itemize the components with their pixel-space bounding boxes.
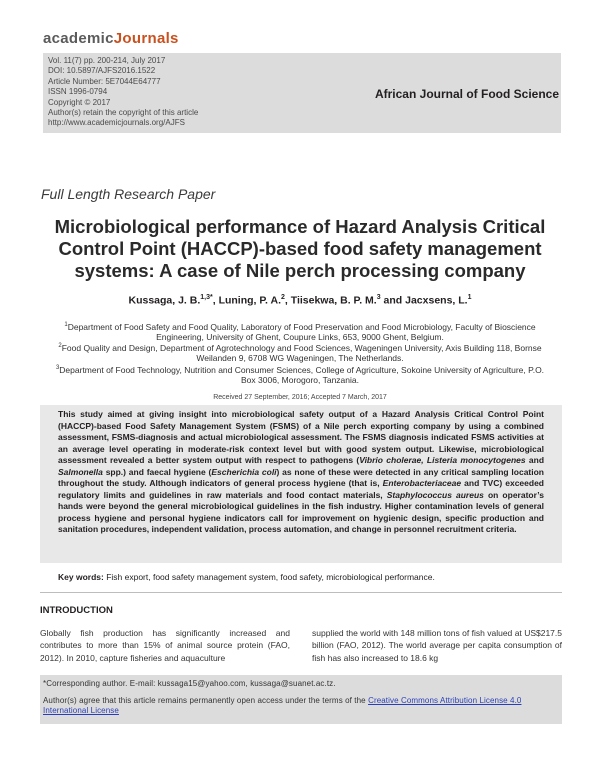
author-jacxsens-sup: 1 bbox=[467, 294, 472, 301]
affiliation-2-text: Food Quality and Design, Department of Agrotechnology and Food Sciences, Wageningen University, Axis Building 118, Bornse Weilanden 9, 6708 WG Wageningen, The Netherlands. bbox=[61, 342, 542, 364]
corresponding-author: *Corresponding author. E-mail: kussaga15@yahoo.com, kussaga@suanet.ac.tz. bbox=[43, 679, 336, 688]
abstract-text: This study aimed at giving insight into microbiological safety output of a Hazard Analysis Critical Control Point (HACCP)-based Food Safety Management System (FSMS) of a Nile perch exporting company by using a combined assessment, FSMS-diagnosis and actual microbiological assessment. The FSMS diagnosis indicated FSMS activities at an average level operating in moderate-risk context level but with good system output. Likewise, microbiological assessment revealed a better system output with respect to pathogens (Vibrio cholerae, Listeria monocytogenes and Salmonella spp.) and faecal hygiene (Escherichia coli) as none of these were detected in any critical sampling location throughout the study. Although indicators of general process hygiene (that is, Enterobacteriaceae and TVC) exceeded regulatory limits and guidelines in raw materials and food contact materials, Staphylococcus aureus on operator’s hands were beyond the general microbiological guidelines in the fish industry. Higher contamination levels of general process hygiene and personal hygiene indicators call for improvement on hygienic design, specific production and sanitation procedures, independent validation, process automation, and change in personnel recruitment criteria. bbox=[58, 409, 545, 534]
affiliation-3-text: Department of Food Technology, Nutrition and Consumer Sciences, College of Agriculture, Sokoine University of Agriculture, P.O. Box 3006, Morogoro, Tanzania. bbox=[59, 364, 545, 386]
affiliation-1 bbox=[55, 320, 545, 343]
doi-line: DOI: 10.5897/AJFS2016.1522 bbox=[48, 66, 156, 76]
volume-line: Vol. 11(7) pp. 200-214, July 2017 bbox=[48, 56, 166, 65]
author-kussaga-sup: 1,3* bbox=[200, 294, 213, 301]
section-divider bbox=[40, 592, 562, 593]
affiliation-3 bbox=[55, 363, 545, 386]
author-tiisekwa-sup: 3 bbox=[376, 294, 381, 301]
author-list bbox=[20, 294, 580, 307]
article-metadata bbox=[48, 56, 198, 129]
license-note bbox=[43, 696, 559, 716]
intro-left-column: Globally fish production has significantly increased and contributes to more than 15% of animal source protein (FAO, 2012). In 2010, capture fisheries and aquaculture bbox=[40, 628, 290, 663]
footnote-box bbox=[40, 675, 562, 724]
issn-line: ISSN 1996-0794 bbox=[48, 87, 108, 97]
affiliation-3-num: 3 bbox=[55, 365, 60, 371]
abstract-box bbox=[40, 405, 562, 563]
author-rights-line: Author(s) retain the copyright of this article bbox=[48, 108, 199, 118]
author-luning-sup: 2 bbox=[280, 294, 285, 301]
author-kussaga: Kussaga, J. B. bbox=[128, 294, 201, 307]
received-dates: Received 27 September, 2016; Accepted 7 March, 2017 bbox=[213, 394, 387, 401]
paper-title: Microbiological performance of Hazard Analysis Critical Control Point (HACCP)-based food safety management systems: A case of Nile perch processing company bbox=[54, 216, 546, 281]
publisher-logo-part2: Journals bbox=[113, 30, 179, 47]
keywords-text: Fish export, food safety management system, food safety, microbiological performance. bbox=[103, 572, 435, 582]
publisher-logo bbox=[43, 30, 179, 47]
intro-right-column: supplied the world with 148 million tons of fish valued at US$217.5 billion (FAO, 2012). The world average per capita consumption of fish has also increased to 18.6 kg bbox=[312, 628, 562, 663]
affiliation-1-text: Department of Food Safety and Food Quality, Laboratory of Food Preservation and Food Microbiology, Faculty of Bioscience Engineering, University of Ghent, Coupure Links, 653, 9000 Ghent, Belgium. bbox=[67, 321, 536, 343]
journal-url[interactable]: http://www.academicjournals.org/AJFS bbox=[48, 118, 185, 128]
author-jacxsens: and Jacxsens, L. bbox=[380, 294, 468, 307]
license-link[interactable]: Creative Commons Attribution License 4.0 International License bbox=[43, 696, 522, 715]
keywords-label: Key words: bbox=[58, 572, 104, 582]
affiliation-1-num: 1 bbox=[64, 322, 68, 328]
publisher-logo-part1: academic bbox=[43, 30, 114, 47]
journal-name: African Journal of Food Science bbox=[374, 87, 559, 101]
keywords bbox=[58, 572, 435, 582]
affiliation-2 bbox=[55, 341, 545, 364]
author-tiisekwa: , Tiisekwa, B. P. M. bbox=[284, 294, 377, 307]
article-number-line: Article Number: 5E7044E64777 bbox=[48, 76, 161, 86]
copyright-line: Copyright © 2017 bbox=[48, 97, 111, 107]
author-luning: , Luning, P. A. bbox=[212, 294, 281, 307]
license-text: Author(s) agree that this article remains permanently open access under the terms of the bbox=[43, 696, 369, 705]
paper-type: Full Length Research Paper bbox=[41, 186, 216, 202]
introduction-heading: INTRODUCTION bbox=[40, 605, 113, 616]
affiliation-2-num: 2 bbox=[58, 343, 62, 349]
journal-info-bar bbox=[43, 53, 561, 133]
